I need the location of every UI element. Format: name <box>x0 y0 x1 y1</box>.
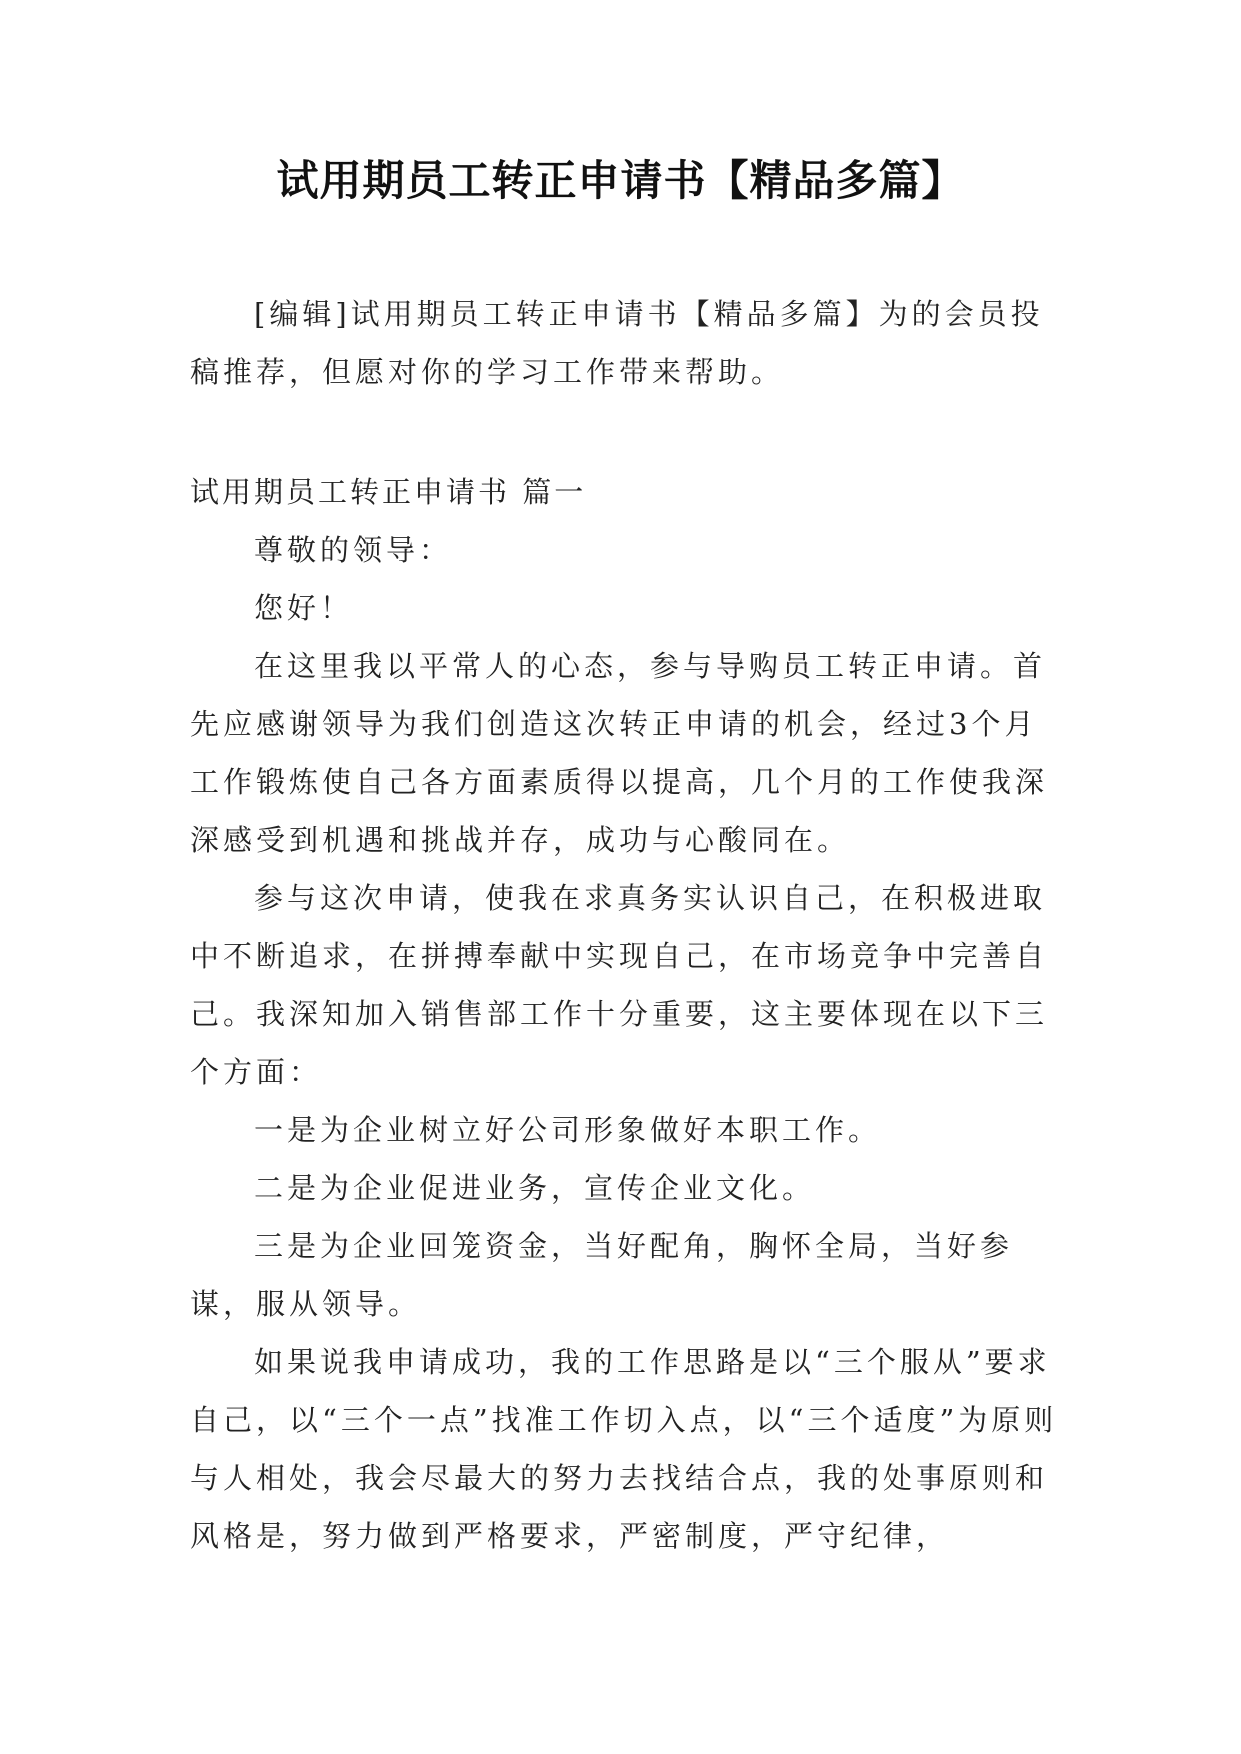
list-item: 三是为企业回笼资金，当好配角，胸怀全局，当好参谋，服从领导。 <box>190 1229 1014 1321</box>
list-item: 二是为企业促进业务，宣传企业文化。 <box>254 1171 816 1205</box>
salutation: 尊敬的领导： <box>254 533 453 567</box>
section-heading: 试用期员工转正申请书 篇一 <box>190 475 587 509</box>
body-paragraph: 如果说我申请成功，我的工作思路是以“三个服从”要求自己，以“三个一点”找准工作切入点，以“三个适度”为原则与人相处，我会尽最大的努力去找结合点，我的处事原则和风格是，努力做到严格要求，严密制度，严守纪律， <box>190 1345 1058 1553</box>
greeting: 您好！ <box>254 591 354 625</box>
document-body <box>190 285 1070 1565</box>
body-paragraph: 在这里我以平常人的心态，参与导购员工转正申请。首先应感谢领导为我们创造这次转正申请的机会，经过3个月工作锻炼使自己各方面素质得以提高，几个月的工作使我深深感受到机遇和挑战并存，成功与心酸同在。 <box>190 649 1049 857</box>
list-item: 一是为企业树立好公司形象做好本职工作。 <box>254 1113 882 1147</box>
document-title: 试用期员工转正申请书【精品多篇】 <box>276 156 965 205</box>
body-paragraph: 参与这次申请，使我在求真务实认识自己，在积极进取中不断追求，在拼搏奉献中实现自己，在市场竞争中完善自己。我深知加入销售部工作十分重要，这主要体现在以下三个方面： <box>190 881 1049 1089</box>
intro-paragraph: [编辑]试用期员工转正申请书【精品多篇】为的会员投稿推荐，但愿对你的学习工作带来帮助。 <box>190 297 1044 389</box>
